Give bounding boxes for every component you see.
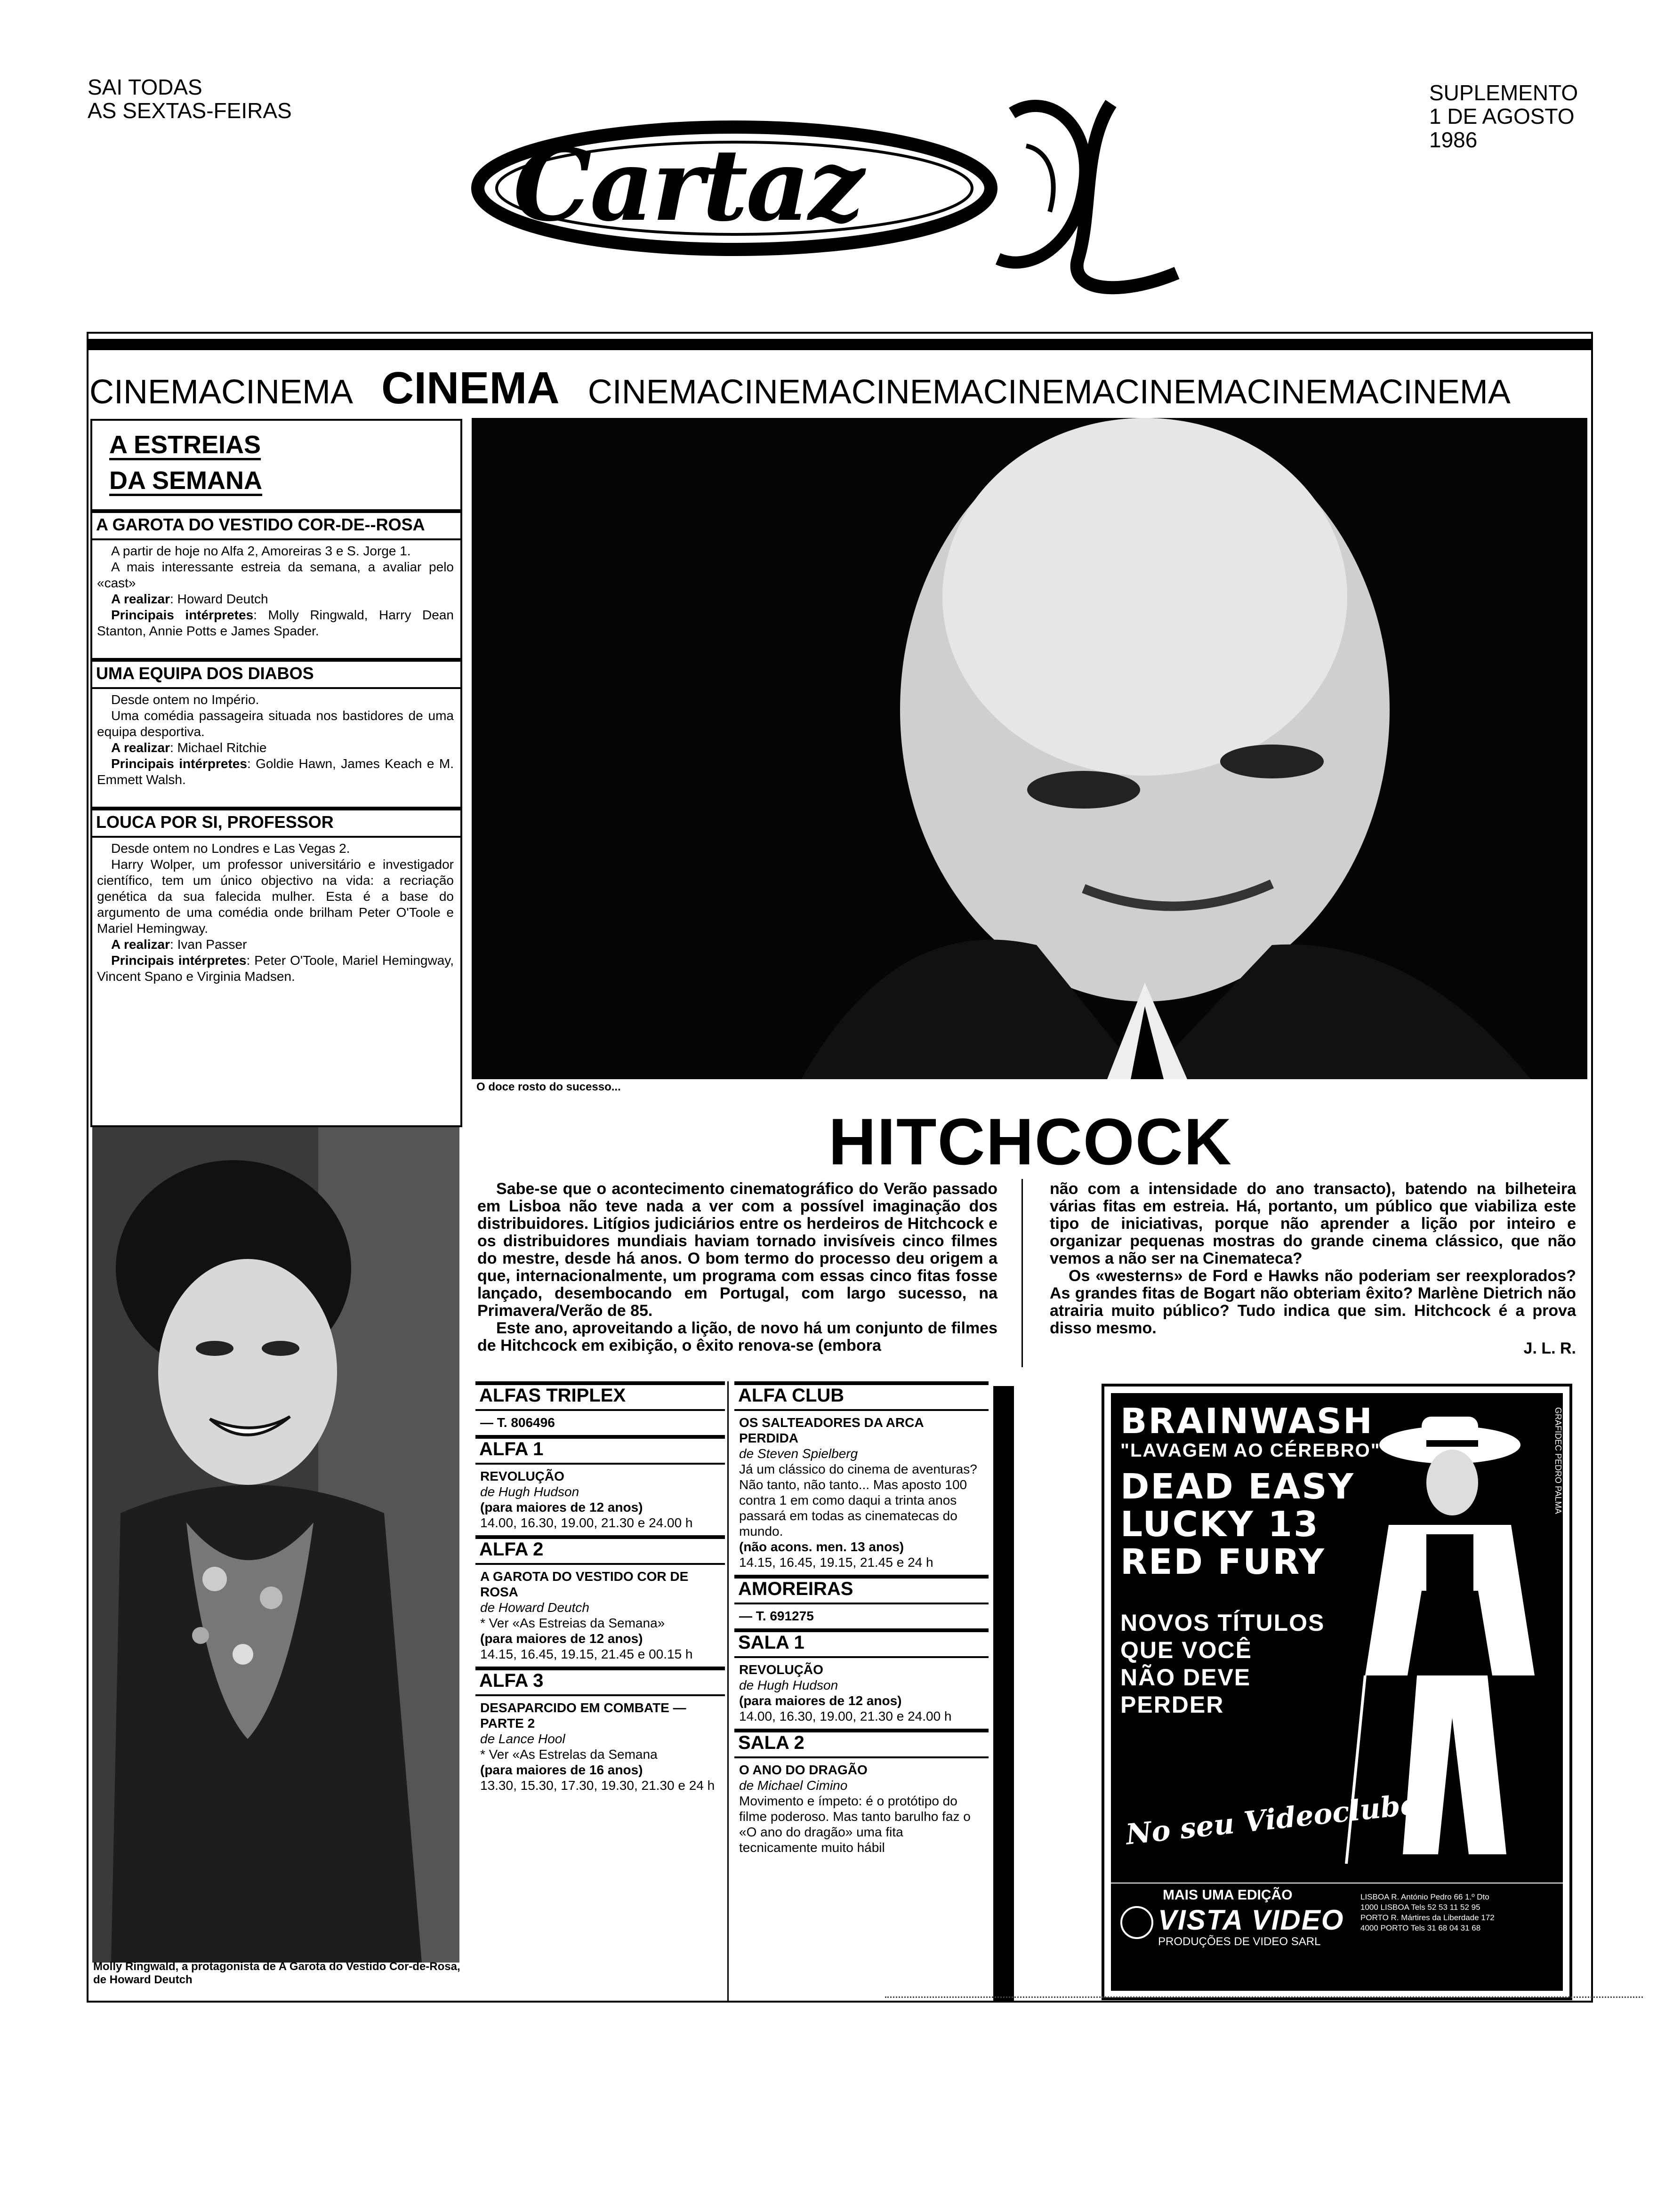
feature-headline: HITCHCOCK xyxy=(828,1105,1232,1178)
screening-note: * Ver «As Estreias da Semana» xyxy=(480,1616,665,1630)
cast-label: Principais intérpretes xyxy=(111,953,247,968)
screening-note: Movimento e ímpeto: é o protótipo do filme poderoso. Mas tanto barulho faz o «O ano do dragão» uma fita tecnicamente muito hábil xyxy=(739,1794,971,1855)
publication-schedule xyxy=(88,75,292,122)
issue-year: 1986 xyxy=(1429,128,1478,152)
banner-right: CINEMACINEMACINEMACINEMACINEMACINEMACINEMA xyxy=(587,373,1511,411)
article-paragraph: Este ano, aproveitando a lição, de novo há um conjunto de filmes de Hitchcock em exibição, o êxito renova-se (embora xyxy=(477,1319,997,1354)
ad-address-line: 1000 LISBOA Tels 52 53 11 52 95 xyxy=(1360,1903,1480,1912)
film-title: OS SALTEADORES DA ARCA PERDIDA xyxy=(739,1415,924,1445)
cast-names: : Goldie Hawn, James Keach e M. Emmett Walsh. xyxy=(97,756,454,787)
cinema-name: ALFA 3 xyxy=(475,1667,725,1696)
issue-date: 1 DE AGOSTO xyxy=(1429,104,1575,128)
vista-video-ad xyxy=(1102,1384,1572,2000)
release-desc: Harry Wolper, um professor universitário e investigador científico, tem um único objectivo na vida: a recriação genética da sua falecida mulher. Esta é a base do argumento de uma comédia onde brilham Peter O'Toole e Mariel Hemingway. xyxy=(97,857,454,936)
age-rating: (para maiores de 16 anos) xyxy=(480,1763,643,1777)
cinema-name: ALFAS TRIPLEX xyxy=(475,1381,725,1411)
article-signature: J. L. R. xyxy=(1523,1339,1576,1357)
release-where: A partir de hoje no Alfa 2, Amoreiras 3 e S. Jorge 1. xyxy=(111,544,411,558)
ad-address-line: PORTO R. Mártires da Liberdade 172 xyxy=(1360,1913,1495,1922)
cast-label: Principais intérpretes xyxy=(111,756,247,771)
screening-note: 14.00, 16.30, 19.00, 21.30 e 24.00 h xyxy=(739,1709,952,1723)
ad-tagline-3: NÃO DEVE xyxy=(1120,1664,1251,1691)
age-rating: (para maiores de 12 anos) xyxy=(739,1693,902,1708)
film-title: O ANO DO DRAGÃO xyxy=(739,1763,868,1777)
hitchcock-photo xyxy=(472,418,1587,1079)
director-name: : Michael Ritchie xyxy=(170,740,267,755)
film-title: — T. 806496 xyxy=(480,1415,555,1430)
screening-details xyxy=(475,1565,725,1667)
issue-supplement: SUPLEMENTO xyxy=(1429,80,1578,105)
screening-details xyxy=(475,1696,725,1798)
article-paragraph: não com a intensidade do ano transacto), batendo na bilheteira várias fitas em estreia. Há, portanto, um público que viabiliza este tipo de iniciativas, porque não aprender a lição por inteiro e organizar pequenas mostras do grande cinema clássico, que não vemos a não ser na Cinemateca? xyxy=(1050,1180,1576,1267)
ad-address-line: 4000 PORTO Tels 31 68 04 31 68 xyxy=(1360,1923,1481,1932)
listings-column-right xyxy=(734,1381,989,1860)
film-title: REVOLUÇÃO xyxy=(739,1662,823,1677)
ad-credit: GRAFIDEC PEDRO PALMA xyxy=(1553,1407,1563,1514)
director-name: : Howard Deutch xyxy=(170,592,268,606)
ad-addresses xyxy=(1360,1892,1495,1933)
release-where: Desde ontem no Império. xyxy=(111,692,259,707)
cast-names: : Peter O'Toole, Mariel Hemingway, Vincent Spano e Virginia Madsen. xyxy=(97,953,454,984)
age-rating: (para maiores de 12 anos) xyxy=(480,1631,643,1646)
ad-tagline-1: NOVOS TÍTULOS xyxy=(1120,1610,1325,1636)
article-paragraph: Os «westerns» de Ford e Hawks não poderiam ser reexplorados? As grandes fitas de Bogart não obteriam êxito? Marlène Dietrich não atrairia muito público? Tudo indica que sim. Hitchcock é a prova disso mesmo. xyxy=(1050,1267,1576,1337)
logo-word: Cartaz xyxy=(513,127,863,243)
age-rating: (não acons. men. 13 anos) xyxy=(739,1539,904,1554)
ad-title-red-fury: RED FURY xyxy=(1120,1542,1326,1582)
ad-brand: VISTA VIDEO xyxy=(1158,1904,1344,1936)
screening-note: 14.15, 16.45, 19.15, 21.45 e 00.15 h xyxy=(480,1647,693,1661)
ad-title-brainwash: BRAINWASH xyxy=(1120,1401,1374,1442)
top-rule xyxy=(88,339,1592,350)
article-paragraph: Sabe-se que o acontecimento cinematográfico do Verão passado em Lisboa não teve nada a ver com a possível imaginação dos distribuidores. Litígios judiciários entre os herdeiros de Hitchcock e os distribuidores mundiais haviam tornado invisíveis cinco filmes do mestre, desde há anos. O bom termo do processo deu origem a que, internacionalmente, um programa com essas cinco fitas fosse lançado, desembocando em Portugal, com largo sucesso, na Primavera/Verão de 85. xyxy=(477,1180,997,1320)
banner-left: CINEMACINEMA xyxy=(89,373,354,411)
cinema-name: ALFA CLUB xyxy=(734,1381,989,1411)
ad-subtitle: "LAVAGEM AO CÉREBRO" xyxy=(1120,1440,1381,1461)
director-label: A realizar xyxy=(111,937,170,952)
release-title: A GAROTA DO VESTIDO COR-DE--ROSA xyxy=(92,509,460,540)
ad-title-dead-easy: DEAD EASY xyxy=(1120,1467,1355,1507)
molly-photo-caption: Molly Ringwald, a protagonista de A Garota do Vestido Cor-de-Rosa, de Howard Deutch xyxy=(93,1960,460,1986)
cast-label: Principais intérpretes xyxy=(111,608,254,622)
screening-details xyxy=(475,1411,725,1435)
director-label: A realizar xyxy=(111,592,170,606)
screening-note: 14.00, 16.30, 19.00, 21.30 e 24.00 h xyxy=(480,1515,693,1530)
release-item xyxy=(92,509,460,639)
release-item xyxy=(92,807,460,985)
film-title: A GAROTA DO VESTIDO COR DE ROSA xyxy=(480,1569,689,1599)
cast-names: : Molly Ringwald, Harry Dean Stanton, Annie Potts e James Spader. xyxy=(97,608,454,638)
column-rule xyxy=(727,1381,729,2003)
ad-tagline-2: QUE VOCÊ xyxy=(1120,1637,1252,1663)
release-desc: A mais interessante estreia da semana, a avaliar pelo «cast» xyxy=(97,560,454,590)
ad-tagline-4: PERDER xyxy=(1120,1691,1224,1718)
ad-title-lucky-13: LUCKY 13 xyxy=(1120,1504,1319,1545)
screening-note: * Ver «As Estrelas da Semana xyxy=(480,1747,658,1762)
ad-brand-sub: PRODUÇÕES DE VIDEO SARL xyxy=(1158,1935,1321,1948)
release-title: UMA EQUIPA DOS DIABOS xyxy=(92,658,460,689)
film-title: DESAPARCIDO EM COMBATE — PARTE 2 xyxy=(480,1700,686,1731)
molly-ringwald-photo xyxy=(92,1127,459,1963)
release-where: Desde ontem no Londres e Las Vegas 2. xyxy=(111,841,350,856)
ad-script-tagline: No seu Videoclube! xyxy=(1124,1787,1432,1851)
ad-more: MAIS UMA EDIÇÃO xyxy=(1163,1887,1293,1903)
cinema-name: ALFA 1 xyxy=(475,1435,725,1465)
film-director: de Hugh Hudson xyxy=(739,1678,838,1692)
article-column-1 xyxy=(477,1180,997,1354)
cinema-name: ALFA 2 xyxy=(475,1535,725,1565)
film-director: de Howard Deutch xyxy=(480,1600,589,1615)
release-item xyxy=(92,658,460,788)
vista-video-logo-icon xyxy=(1120,1906,1153,1939)
film-title: REVOLUÇÃO xyxy=(480,1469,564,1483)
film-director: de Hugh Hudson xyxy=(480,1484,579,1499)
director-name: : Ivan Passer xyxy=(170,937,247,952)
issue-info xyxy=(1429,81,1578,152)
screening-details xyxy=(734,1658,989,1729)
releases-title-2: DA SEMANA xyxy=(109,466,263,495)
hitchcock-photo-caption: O doce rosto do sucesso... xyxy=(476,1081,621,1093)
film-director: de Steven Spielberg xyxy=(739,1446,858,1461)
screening-details xyxy=(734,1411,989,1575)
screening-note: 13.30, 15.30, 17.30, 19.30, 21.30 e 24 h xyxy=(480,1778,715,1793)
schedule-line-1: SAI TODAS xyxy=(88,75,202,99)
screening-note: Já um clássico do cinema de aventuras? Não tanto, não tanto... Mas aposto 100 contra 1 em como daqui a trinta anos passará em todas as cinematecas do mundo. xyxy=(739,1462,977,1539)
screening-details xyxy=(734,1758,989,1860)
article-column-2 xyxy=(1050,1180,1576,1357)
screening-details xyxy=(475,1465,725,1535)
schedule-line-2: AS SEXTAS-FEIRAS xyxy=(88,98,292,123)
director-label: A realizar xyxy=(111,740,170,755)
releases-box xyxy=(90,419,462,1127)
screening-details xyxy=(734,1604,989,1628)
cartaz-dl-logo xyxy=(471,71,1196,334)
cinema-banner xyxy=(89,362,1591,419)
listings-column-left xyxy=(475,1381,725,1798)
column-black-bar xyxy=(993,1386,1014,2003)
ad-address-line: LISBOA R. António Pedro 66 1.º Dto xyxy=(1360,1892,1489,1901)
releases-title-1: A ESTREIAS xyxy=(109,431,261,459)
film-director: de Lance Hool xyxy=(480,1731,565,1746)
screening-note: 14.15, 16.45, 19.15, 21.45 e 24 h xyxy=(739,1555,933,1570)
column-rule xyxy=(1022,1179,1023,1367)
film-director: de Michael Cimino xyxy=(739,1778,848,1793)
film-title: — T. 691275 xyxy=(739,1609,814,1623)
bottom-dotted-rule xyxy=(885,1996,1643,1998)
cinema-name: AMOREIRAS xyxy=(734,1575,989,1604)
cinema-name: SALA 2 xyxy=(734,1729,989,1758)
release-title: LOUCA POR SI, PROFESSOR xyxy=(92,807,460,838)
release-desc: Uma comédia passageira situada nos bastidores de uma equipa desportiva. xyxy=(97,708,454,739)
banner-main: CINEMA xyxy=(381,363,560,413)
age-rating: (para maiores de 12 anos) xyxy=(480,1500,643,1515)
cinema-name: SALA 1 xyxy=(734,1628,989,1658)
